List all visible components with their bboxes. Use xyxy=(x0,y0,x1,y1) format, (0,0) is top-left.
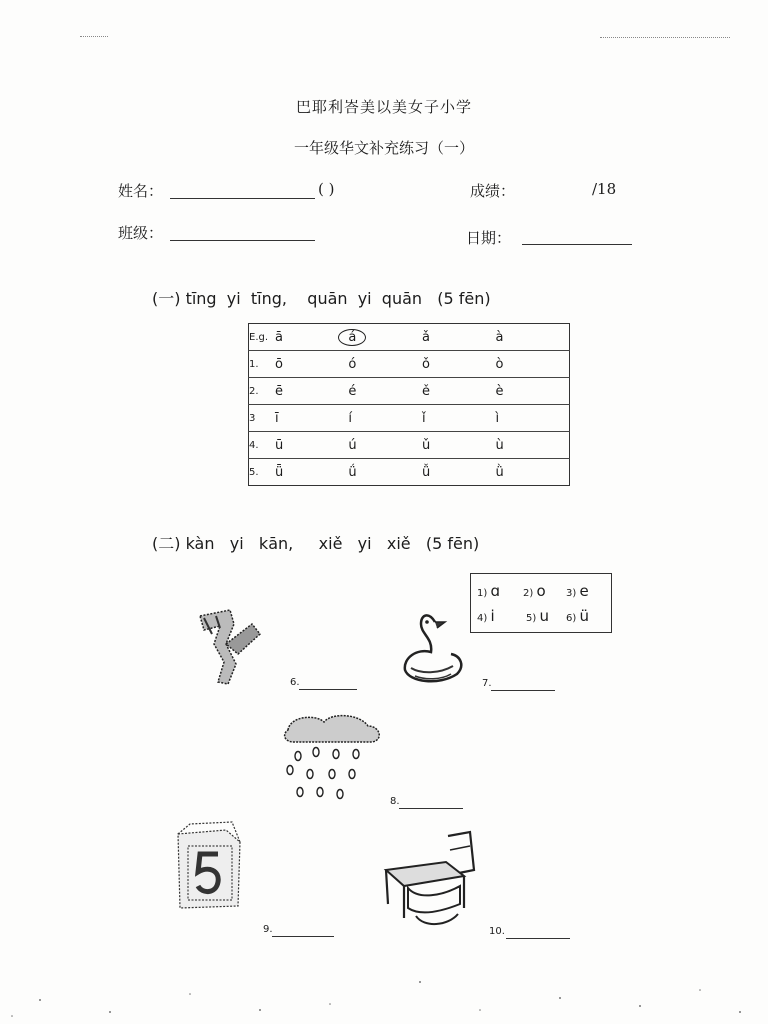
tone-cell xyxy=(422,459,495,486)
tone-cell xyxy=(422,378,495,405)
answer-9-field[interactable] xyxy=(272,936,334,937)
tone-cell xyxy=(275,459,348,486)
tone-option[interactable]: ó xyxy=(348,356,357,372)
goose-picture xyxy=(395,608,467,688)
circled-tone-option[interactable]: á xyxy=(338,329,366,346)
school-name: 巴耶利峇美以美女子小学 xyxy=(295,98,472,116)
tone-cell xyxy=(275,405,348,432)
class-label: 班级： xyxy=(118,224,164,242)
tone-cell xyxy=(495,378,569,405)
tone-row xyxy=(249,405,570,432)
tone-option[interactable]: ò xyxy=(495,356,504,372)
worksheet-title: 一年级华文补充练习（一） xyxy=(293,139,474,157)
tone-row-number: 3 xyxy=(249,405,275,432)
tone-cell xyxy=(348,324,422,351)
tone-cell xyxy=(275,324,348,351)
tone-row-number: E.g. xyxy=(249,324,275,351)
answer-7-label: 7. xyxy=(482,678,492,689)
seven-picture xyxy=(190,604,270,688)
tone-row-number: 4. xyxy=(249,432,275,459)
option-6-label: 6) xyxy=(566,613,577,624)
tone-cell xyxy=(422,432,495,459)
tone-row-number: 5. xyxy=(249,466,259,478)
date-field[interactable] xyxy=(522,244,632,245)
answer-7-field[interactable] xyxy=(491,690,555,691)
tone-option[interactable]: ū xyxy=(274,437,284,453)
option-1-value: ɑ xyxy=(490,582,500,600)
tone-option[interactable]: ì xyxy=(495,410,500,426)
tone-row xyxy=(249,432,570,459)
date-label: 日期： xyxy=(466,229,512,247)
option-3-label: 3) xyxy=(566,588,577,599)
tone-row-number: 1. xyxy=(249,351,275,378)
tone-cell xyxy=(495,432,569,459)
tone-option[interactable]: ǔ xyxy=(421,437,431,453)
scan-edge-top-right xyxy=(600,37,730,38)
class-index-field[interactable]: ( ) xyxy=(318,180,335,198)
answer-8-label: 8. xyxy=(390,796,400,807)
tone-cell xyxy=(422,405,495,432)
section-2-heading: (二) kàn yi kān, xiě yi xiě (5 fēn) xyxy=(152,534,480,553)
tone-option[interactable]: ī xyxy=(274,410,279,426)
tone-option[interactable]: è xyxy=(495,383,504,399)
tone-option[interactable]: ù xyxy=(495,437,504,453)
answer-6-label: 6. xyxy=(290,677,300,688)
option-4-value: i xyxy=(490,607,495,625)
answer-6-field[interactable] xyxy=(299,689,357,690)
option-2-value: o xyxy=(536,582,546,600)
tone-option[interactable]: ǎ xyxy=(421,329,430,345)
tone-option[interactable]: ú xyxy=(348,437,357,453)
tone-cell xyxy=(495,459,569,486)
score-label: 成绩： xyxy=(470,182,516,200)
tone-cell xyxy=(275,351,348,378)
number-five-block-picture xyxy=(168,820,248,912)
tone-table xyxy=(248,323,570,486)
tone-row xyxy=(249,378,570,405)
tone-option[interactable]: ǘ xyxy=(348,464,357,480)
rain-cloud-picture xyxy=(280,712,390,804)
answer-10-label: 10. xyxy=(489,926,505,937)
answer-options-box xyxy=(470,573,612,633)
option-1-label: 1) xyxy=(477,588,488,599)
tone-row-number: 2. xyxy=(249,378,275,405)
option-6-value: ü xyxy=(579,607,589,625)
tone-row xyxy=(249,324,570,351)
scan-edge-top xyxy=(80,36,108,37)
desk-chair-picture xyxy=(378,826,480,936)
option-4-label: 4) xyxy=(477,613,488,624)
tone-cell xyxy=(275,432,348,459)
class-field[interactable] xyxy=(170,240,315,241)
option-5-value: u xyxy=(539,607,549,625)
name-label: 姓名： xyxy=(118,182,164,200)
option-3-value: e xyxy=(579,582,589,600)
tone-cell xyxy=(348,459,422,486)
option-5-label: 5) xyxy=(526,613,537,624)
tone-option[interactable]: ě xyxy=(421,383,430,399)
tone-option[interactable]: í xyxy=(348,410,353,426)
tone-cell xyxy=(422,324,495,351)
tone-cell xyxy=(348,432,422,459)
tone-cell xyxy=(495,351,569,378)
tone-cell xyxy=(348,351,422,378)
tone-cell xyxy=(348,405,422,432)
answer-10-field[interactable] xyxy=(506,938,570,939)
tone-row xyxy=(249,459,570,486)
name-field[interactable] xyxy=(170,198,315,199)
tone-option[interactable]: ō xyxy=(274,356,283,372)
answer-9-label: 9. xyxy=(263,924,273,935)
tone-cell xyxy=(275,378,348,405)
tone-row xyxy=(249,351,570,378)
tone-option[interactable]: ǒ xyxy=(421,356,430,372)
tone-option[interactable]: ā xyxy=(274,329,283,345)
tone-cell xyxy=(422,351,495,378)
tone-option[interactable]: ǖ xyxy=(274,464,284,480)
tone-cell xyxy=(348,378,422,405)
scan-noise-bottom xyxy=(0,960,768,1024)
section-1-heading: (一) tīng yi tīng, quān yi quān (5 fēn) xyxy=(152,289,491,308)
tone-option[interactable]: ǚ xyxy=(421,464,431,480)
tone-cell xyxy=(495,324,569,351)
answer-8-field[interactable] xyxy=(399,808,463,809)
tone-option[interactable]: ǐ xyxy=(421,410,426,426)
tone-cell xyxy=(495,405,569,432)
option-2-label: 2) xyxy=(523,588,534,599)
score-total: /18 xyxy=(592,180,617,198)
tone-option[interactable]: à xyxy=(495,329,504,345)
tone-option[interactable]: ē xyxy=(274,383,283,399)
tone-option[interactable]: é xyxy=(348,383,357,399)
tone-option[interactable]: ǜ xyxy=(495,464,504,480)
